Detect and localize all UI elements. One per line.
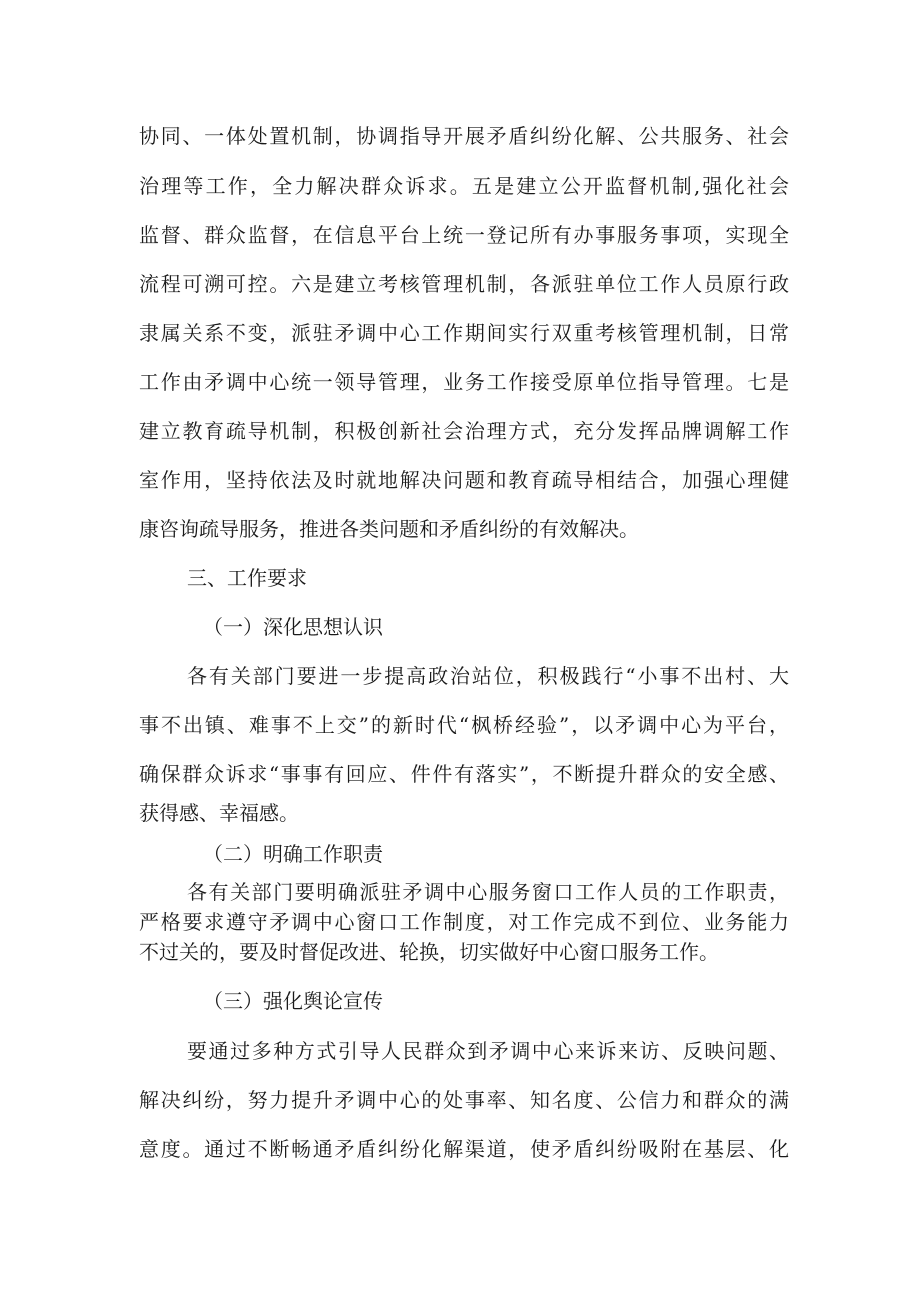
paragraph-line: 康咨询疏导服务，推进各类问题和矛盾纠纷的有效解决。: [139, 517, 639, 541]
paragraph-line: 不过关的，要及时督促改进、轮换，切实做好中心窗口服务工作。: [139, 940, 719, 964]
paragraph-line: 各有关部门要明确派驻矛调中心服务窗口工作人员的工作职责，: [187, 880, 789, 904]
paragraph-line: 工作由矛调中心统一领导管理，业务工作接受原单位指导管理。七是: [139, 370, 789, 394]
paragraph-line: 协同、一体处置机制，协调指导开展矛盾纠纷化解、公共服务、社会: [139, 124, 789, 148]
paragraph-line: 建立教育疏导机制，积极创新社会治理方式，充分发挥品牌调解工作: [139, 419, 789, 443]
paragraph-line: 严格要求遵守矛调中心窗口工作制度，对工作完成不到位、业务能力: [139, 910, 789, 934]
paragraph-line: 监督、群众监督，在信息平台上统一登记所有办事服务事项，实现全: [139, 223, 789, 247]
paragraph-line: 各有关部门要进一步提高政治站位，积极践行“小事不出村、大: [187, 664, 789, 688]
paragraph-line: 获得感、幸福感。: [139, 801, 299, 825]
subsection-heading: （一）深化思想认识: [203, 615, 383, 639]
paragraph-line: 意度。通过不断畅通矛盾纠纷化解渠道，使矛盾纠纷吸附在基层、化: [139, 1137, 789, 1161]
subsection-heading: （二）明确工作职责: [203, 842, 383, 866]
section-heading: 三、工作要求: [187, 566, 307, 590]
paragraph-line: 要通过多种方式引导人民群众到矛调中心来诉来访、反映问题、: [187, 1039, 789, 1063]
paragraph-line: 确保群众诉求“事事有回应、件件有落实”，不断提升群众的安全感、: [139, 762, 789, 786]
subsection-heading: （三）强化舆论宣传: [203, 989, 383, 1013]
paragraph-line: 流程可溯可控。六是建立考核管理机制，各派驻单位工作人员原行政: [139, 272, 789, 296]
paragraph-line: 室作用，坚持依法及时就地解决问题和教育疏导相结合，加强心理健: [139, 468, 789, 492]
paragraph-line: 治理等工作，全力解决群众诉求。五是建立公开监督机制,强化社会: [139, 174, 789, 198]
paragraph-line: 隶属关系不变，派驻矛调中心工作期间实行双重考核管理机制，日常: [139, 321, 789, 345]
paragraph-line: 事不出镇、难事不上交”的新时代“枫桥经验”，以矛调中心为平台，: [139, 713, 789, 737]
paragraph-line: 解决纠纷，努力提升矛调中心的处事率、知名度、公信力和群众的满: [139, 1088, 789, 1112]
